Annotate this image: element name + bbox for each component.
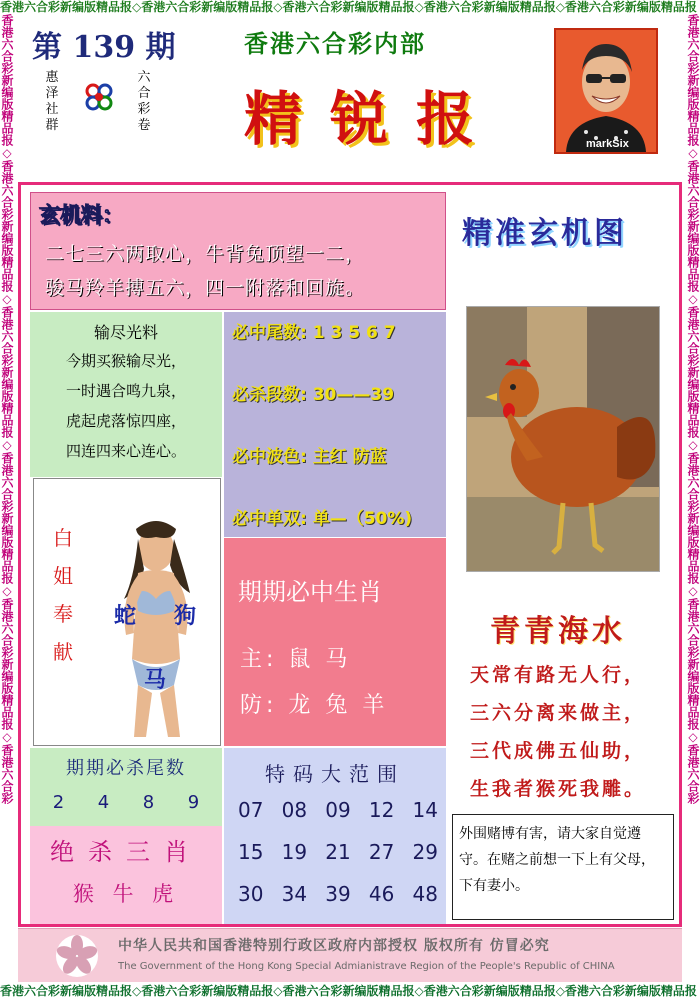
government-footer <box>18 928 682 982</box>
hint-line-2: 骏马羚羊搏五六，四一附落和回旋。 <box>45 277 366 299</box>
lose-poem-title: 输尽光料 <box>93 323 158 342</box>
mystery-picture-title: 精准玄机图 <box>462 216 627 251</box>
zodiac-panel <box>224 538 446 746</box>
sea-poem-title: 青青海水 <box>490 614 626 649</box>
range-number: 34 <box>281 882 308 906</box>
hen-illustration <box>467 307 660 572</box>
top-border-strip: 香港六合彩新编版精品报◇香港六合彩新编版精品报◇香港六合彩新编版精品报◇香港六合彩新编版精品报◇香港六合彩新编版精品报 <box>0 0 697 14</box>
gambling-warning: 外围赌博有害，请大家自觉遵守。在赌之前想一下上有父母，下有妻小。 <box>452 814 674 920</box>
lose-poem-line: 一时遇合鸣九泉， <box>65 382 186 400</box>
range-number: 19 <box>281 840 308 864</box>
caption-char: 白 <box>53 526 73 550</box>
range-number: 29 <box>412 840 438 864</box>
tail-number: 8 <box>142 792 155 813</box>
must-tail-numbers: 必中尾数: 1 3 5 6 7 <box>232 323 396 343</box>
zodiac-dog: 狗 <box>174 604 197 629</box>
left-border-strip: 香港六合彩新编版精品报◇香港六合彩新编版精品报◇香港六合彩新编版精品报◇香港六合彩新编版精品报◇香港六合彩新编版精品报◇香港六合彩 <box>0 14 14 804</box>
range-number: 15 <box>238 840 264 864</box>
range-number: 09 <box>325 798 351 822</box>
bottom-border-strip: 香港六合彩新编版精品报◇香港六合彩新编版精品报◇香港六合彩新编版精品报◇香港六合彩新编版精品报◇香港六合彩新编版精品报 <box>0 984 697 998</box>
sea-poem-line: 三六分离来做主， <box>470 702 647 724</box>
hint-line-1: 二七三六两取心，牛背兔顶望一二， <box>45 243 366 265</box>
range-number: 21 <box>325 840 351 864</box>
page-title: 精锐报 <box>244 85 503 153</box>
logo-left-text: 惠泽社群 <box>45 70 59 133</box>
range-row <box>238 840 438 864</box>
model-illustration <box>94 509 218 739</box>
caption-char: 姐 <box>53 564 73 588</box>
range-number: 08 <box>281 798 308 822</box>
zodiac-guard: 防: 龙 兔 羊 <box>240 693 389 718</box>
range-number: 46 <box>368 882 395 906</box>
range-number: 30 <box>238 882 264 906</box>
must-wave-color: 必中波色: 主红 防蓝 <box>232 447 387 467</box>
range-number: 48 <box>412 882 438 906</box>
must-odd-even: 必中单双: 单—（50%) <box>232 509 413 529</box>
caption-char: 献 <box>53 640 73 664</box>
sea-poem-line: 生我者猴死我雕。 <box>470 778 647 800</box>
zodiac-main: 主: 鼠 马 <box>240 647 352 672</box>
range-number: 12 <box>368 798 395 822</box>
must-kill-range: 必杀段数: 30——39 <box>232 385 395 405</box>
caption-char: 奉 <box>53 602 73 626</box>
model-photo-panel <box>33 478 221 746</box>
must-hit-panel <box>224 312 446 537</box>
footer-english-text: The Government of the Hong Kong Special Admianistrave Region of the People's Republic of CHINA <box>118 961 615 972</box>
range-row <box>238 798 438 822</box>
kill-tail-title: 期期必杀尾数 <box>66 758 186 779</box>
kill-three-values: 猴 牛 虎 <box>72 882 180 906</box>
kill-tail-panel <box>30 748 222 826</box>
portrait-illustration <box>556 30 656 152</box>
zodiac-horse: 马 <box>144 668 167 693</box>
mystery-picture <box>466 306 660 572</box>
footer-chinese-text: 中华人民共和国香港特别行政区政府内部授权 版权所有 仿冒必究 <box>118 938 550 954</box>
special-range-title: 特码大范围 <box>265 762 405 786</box>
issue-number: 第 139 期 <box>32 30 176 65</box>
portrait-photo <box>554 28 658 154</box>
mark-six-logo-icon <box>82 80 116 114</box>
tail-number: 2 <box>52 792 65 813</box>
range-number: 39 <box>325 882 351 906</box>
lose-poem-panel <box>30 312 222 477</box>
range-row <box>238 882 438 906</box>
mystery-hint-panel <box>30 192 446 310</box>
header <box>14 14 686 166</box>
kill-tail-numbers <box>30 792 222 813</box>
sea-poem-line: 三代成佛五仙助， <box>470 740 647 762</box>
kill-three-title: 绝杀三肖 <box>50 838 202 866</box>
tail-number: 9 <box>187 792 200 813</box>
vertical-caption <box>52 519 74 671</box>
range-number: 14 <box>412 798 438 822</box>
lose-poem-line: 今期买猴输尽光， <box>65 352 186 370</box>
logo-right-text: 六合彩卷 <box>137 70 151 133</box>
zodiac-snake: 蛇 <box>114 604 137 629</box>
zodiac-title: 期期必中生肖 <box>238 578 382 606</box>
tail-number: 4 <box>97 792 110 813</box>
range-number: 27 <box>368 840 395 864</box>
lose-poem-line: 四连四来心连心。 <box>65 442 186 460</box>
marksix-brand: markSix <box>586 138 629 150</box>
lose-poem-line: 虎起虎落惊四座， <box>65 412 186 430</box>
bauhinia-emblem-icon <box>54 933 100 979</box>
hint-title: 玄机料： <box>39 202 123 227</box>
right-border-strip: 香港六合彩新编版精品报◇香港六合彩新编版精品报◇香港六合彩新编版精品报◇香港六合彩新编版精品报◇香港六合彩新编版精品报◇香港六合彩 <box>686 14 700 804</box>
range-number: 07 <box>238 798 264 822</box>
subtitle: 香港六合彩内部 <box>244 29 426 58</box>
special-range-panel <box>224 748 446 924</box>
sea-poem-line: 天常有路无人行， <box>470 664 647 686</box>
lottery-logo <box>38 70 160 132</box>
kill-three-panel <box>30 826 222 924</box>
